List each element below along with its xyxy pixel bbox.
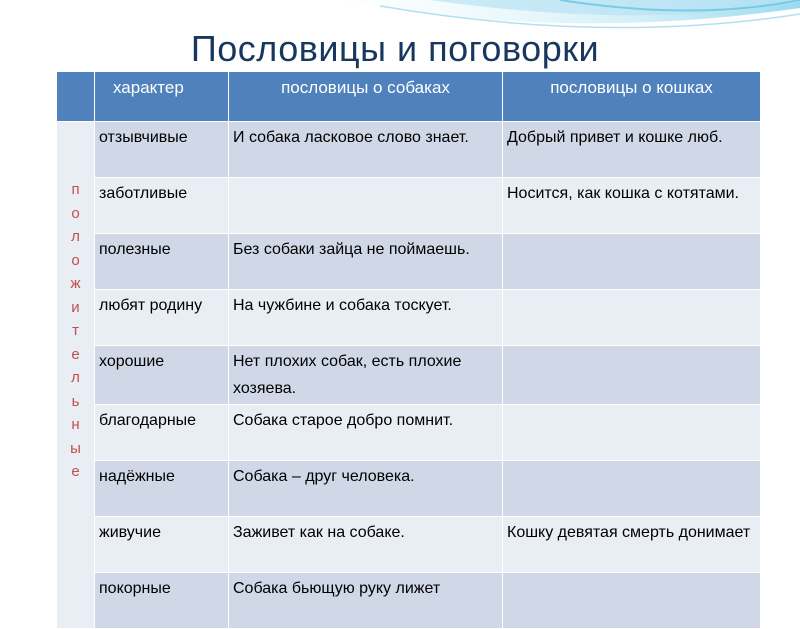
dog-proverb-cell: Собака – друг человека. (229, 461, 503, 517)
dog-proverb-cell: Нет плохих собак, есть плохие хозяева. (229, 346, 503, 405)
dog-proverb-cell: Собака бьющую руку лижет (229, 573, 503, 629)
side-letter: е (71, 463, 80, 480)
proverbs-table (56, 71, 761, 629)
trait-cell: любят родину (95, 290, 229, 346)
header-cat-proverbs: пословицы о кошках (503, 72, 761, 122)
table-row (57, 573, 761, 629)
side-letter: п (71, 181, 80, 198)
cat-proverb-cell: Добрый привет и кошке люб. (503, 122, 761, 178)
side-letter: и (71, 298, 80, 316)
trait-cell: отзывчивые (95, 122, 229, 178)
table-header-row (57, 72, 761, 122)
trait-cell: надёжные (95, 461, 229, 517)
trait-cell: заботливые (95, 178, 229, 234)
cat-proverb-cell (503, 405, 761, 461)
side-label-positive (57, 122, 94, 484)
trait-cell: полезные (95, 234, 229, 290)
table-row (57, 178, 761, 234)
dog-proverb-cell: Заживет как на собаке. (229, 517, 503, 573)
table-row (57, 122, 761, 178)
trait-cell: живучие (95, 517, 229, 573)
side-label-cell (57, 122, 95, 629)
side-letter: ы (70, 439, 81, 457)
table-row (57, 346, 761, 405)
table-row (57, 405, 761, 461)
header-dog-proverbs: пословицы о собаках (229, 72, 503, 122)
table-row (57, 517, 761, 573)
side-letter: л (71, 369, 80, 386)
cat-proverb-cell (503, 573, 761, 629)
side-letter: ж (70, 275, 81, 292)
cat-proverb-cell (503, 346, 761, 405)
trait-cell: хорошие (95, 346, 229, 405)
dog-proverb-cell: И собака ласковое слово знает. (229, 122, 503, 178)
cat-proverb-cell (503, 234, 761, 290)
cat-proverb-cell (503, 290, 761, 346)
side-letter: н (71, 416, 80, 433)
side-letter: т (72, 322, 79, 339)
trait-cell: покорные (95, 573, 229, 629)
side-letter: о (71, 204, 80, 222)
table-row (57, 234, 761, 290)
dog-proverb-cell: Без собаки зайца не поймаешь. (229, 234, 503, 290)
header-trait: характер (95, 72, 229, 122)
side-letter: е (71, 345, 80, 363)
side-letter: л (71, 228, 80, 245)
cat-proverb-cell: Кошку девятая смерть донимает (503, 517, 761, 573)
side-letter: о (71, 251, 80, 269)
table-row (57, 461, 761, 517)
table-row (57, 290, 761, 346)
trait-cell: благодарные (95, 405, 229, 461)
cat-proverb-cell: Носится, как кошка с котятами. (503, 178, 761, 234)
dog-proverb-cell (229, 178, 503, 234)
dog-proverb-cell: На чужбине и собака тоскует. (229, 290, 503, 346)
header-corner-cell (57, 72, 95, 122)
cat-proverb-cell (503, 461, 761, 517)
side-letter: ь (71, 392, 80, 410)
dog-proverb-cell: Собака старое добро помнит. (229, 405, 503, 461)
slide-title: Пословицы и поговорки (190, 28, 600, 69)
